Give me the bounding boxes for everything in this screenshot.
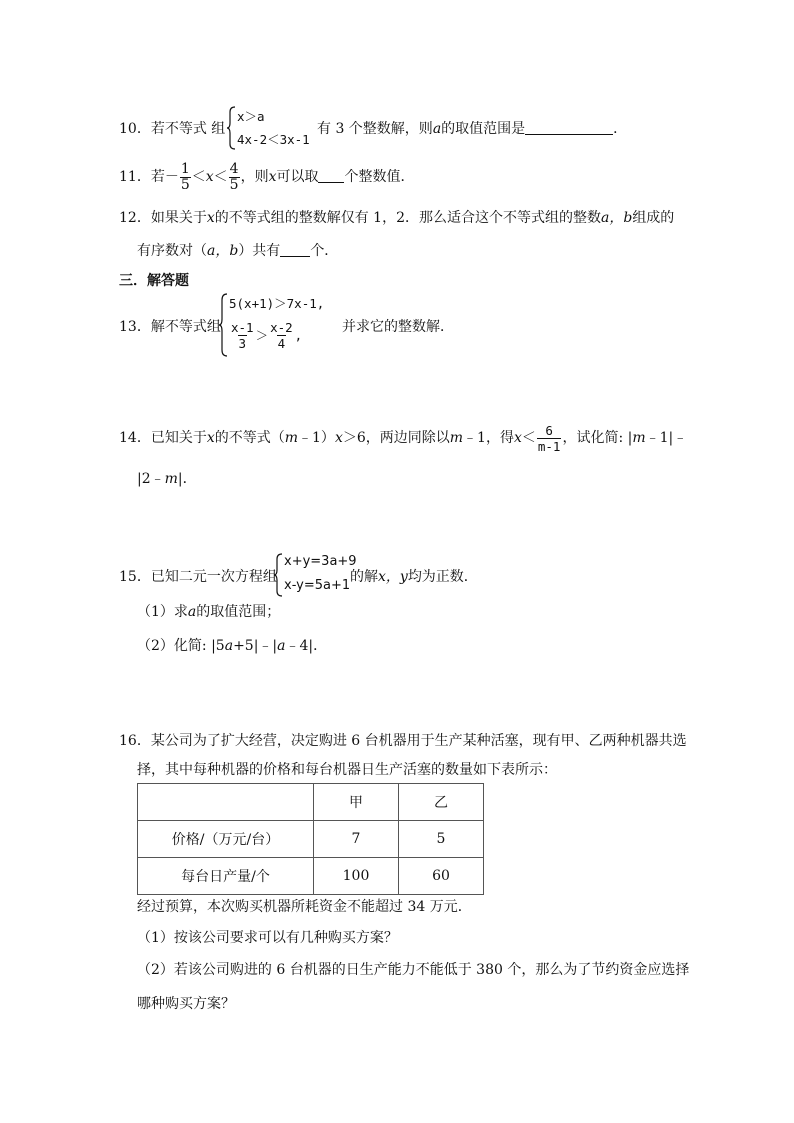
- denominator: 5: [229, 176, 239, 193]
- var-x: x: [513, 430, 522, 446]
- q10-system-line1: x＞a: [237, 109, 265, 124]
- q13-system-line1: 5(x+1)＞7x-1,: [229, 296, 325, 311]
- var-x: x: [268, 169, 277, 185]
- var-x: x: [334, 430, 343, 446]
- table-header-jia: 甲: [314, 784, 399, 821]
- q15-system-line1: x+y=3a+9: [284, 554, 357, 569]
- numerator: 6: [545, 422, 553, 438]
- numerator: 4: [229, 160, 239, 177]
- q15-text: 均为正数．: [407, 569, 478, 585]
- q12-text: 个．: [310, 243, 339, 259]
- q14-text: |．: [177, 471, 197, 487]
- q14-text: ﹣1|﹣: [645, 430, 688, 446]
- q13-system-line2: [229, 320, 302, 351]
- var-m: m: [632, 430, 646, 446]
- left-brace-icon: [273, 553, 283, 597]
- greater-than: ＞: [255, 328, 269, 343]
- q14-text: ＞6，两边同除以: [342, 430, 450, 446]
- machine-spec-table: [137, 783, 484, 895]
- question-11: [119, 161, 414, 193]
- q11-mid: ，则: [240, 169, 269, 185]
- q10-tail2: 的取值范围是: [441, 121, 526, 137]
- q16-line2: 择，其中每种机器的价格和每台机器日生产活塞的数量如下表所示：: [137, 762, 557, 778]
- less-than: ＜: [191, 169, 206, 185]
- var-a: a: [224, 638, 234, 654]
- q15-part1: 的取值范围；: [196, 604, 281, 620]
- table-cell: 每台日产量/个: [138, 858, 314, 895]
- var-x: x: [206, 430, 215, 446]
- q15-number: 15．已知二元一次方程组: [119, 569, 277, 585]
- fraction: [229, 162, 240, 193]
- var-x: x: [206, 210, 215, 226]
- numerator: x-2: [270, 320, 293, 335]
- q14-text: ﹣1）: [298, 430, 335, 446]
- answer-blank: [318, 168, 344, 183]
- var-m: m: [449, 430, 464, 446]
- answer-blank: [280, 242, 310, 257]
- q11-prefix: 11．若－: [119, 169, 179, 185]
- q10-end: ．: [613, 121, 628, 137]
- table-cell: 60: [399, 858, 484, 895]
- var-m: m: [284, 430, 299, 446]
- denominator: m-1: [537, 438, 561, 454]
- denominator: 3: [238, 336, 247, 351]
- q15-part1: （1）求: [137, 604, 188, 620]
- var-a: a: [277, 638, 286, 654]
- q12-text: 12．如果关于: [119, 210, 207, 226]
- table-cell: 7: [314, 821, 399, 858]
- q14-text: ，试化简: |: [562, 430, 633, 446]
- var-a: a: [432, 121, 442, 137]
- q12-text: 有序数对（: [137, 243, 207, 259]
- var-a: a: [187, 604, 197, 620]
- q13-number: 13．解不等式组: [119, 319, 221, 335]
- q10-tail: 有 3 个整数解，则: [317, 121, 433, 137]
- var-m: m: [164, 471, 178, 487]
- table-cell: 5: [399, 821, 484, 858]
- table-header-yi: 乙: [399, 784, 484, 821]
- var-x: x: [205, 169, 214, 185]
- table-row: [138, 821, 484, 858]
- denominator: 5: [180, 176, 190, 193]
- section-heading: 三．解答题: [119, 273, 189, 289]
- q14-text: ﹣1，得: [463, 430, 514, 446]
- q12-text: 组成的: [632, 210, 675, 226]
- q14-text: 的不等式（: [214, 430, 285, 446]
- q13-tail: 并求它的整数解．: [342, 319, 454, 335]
- table-header-row: [138, 784, 484, 821]
- q16-line1: 16．某公司为了扩大经营，决定购进 6 台机器用于生产某种活塞，现有甲、乙两种机器共选: [119, 733, 687, 749]
- q14-text: 14．已知关于: [119, 430, 207, 446]
- table-cell: 价格/（万元/台）: [138, 821, 314, 858]
- q11-end: 个整数值．: [344, 169, 415, 185]
- q15-part2: ﹣4|．: [285, 638, 328, 654]
- less-than: ＜: [213, 169, 228, 185]
- q16-part2-line1: （2）若该公司购进的 6 台机器的日生产能力不能低于 380 个，那么为了节约资金应选择: [137, 962, 690, 978]
- q15-part2: （2）化简: |5: [137, 638, 225, 654]
- fraction: [537, 423, 562, 454]
- less-than: ＜: [521, 430, 536, 446]
- q10-number: 10．若不等式 组: [119, 121, 226, 137]
- numerator: x-1: [231, 320, 254, 335]
- comma: ,: [294, 328, 303, 343]
- numerator: 1: [180, 160, 190, 177]
- q16-part2-line2: 哪种购买方案？: [137, 996, 235, 1012]
- q16-part1: （1）按该公司要求可以有几种购买方案？: [137, 930, 398, 946]
- left-brace-icon: [226, 106, 236, 150]
- table-cell: [138, 784, 314, 821]
- q11-mid2: 可以取: [276, 169, 319, 185]
- denominator: 4: [277, 336, 286, 351]
- q12-text: ）共有: [238, 243, 281, 259]
- q15-text: 的解: [350, 569, 378, 585]
- left-brace-icon: [218, 293, 228, 357]
- q16-budget: 经过预算，本次购买机器所耗资金不能超过 34 万元．: [137, 899, 472, 915]
- q10-system-line2: 4x-2＜3x-1: [237, 132, 310, 147]
- q14-text: |2﹣: [137, 471, 165, 487]
- q12-text: 的不等式组的整数解仅有 1，2．那么适合这个不等式组的整数: [214, 210, 601, 226]
- var-pair: a，b: [207, 243, 239, 259]
- q15-part2: +5|﹣|: [233, 638, 278, 654]
- fraction: [180, 162, 191, 193]
- table-row: [138, 858, 484, 895]
- var-ab: a，b: [601, 210, 633, 226]
- table-cell: 100: [314, 858, 399, 895]
- var-xy: x，y: [378, 569, 408, 585]
- q15-system-line2: x-y=5a+1: [284, 578, 351, 593]
- answer-blank: [525, 120, 613, 135]
